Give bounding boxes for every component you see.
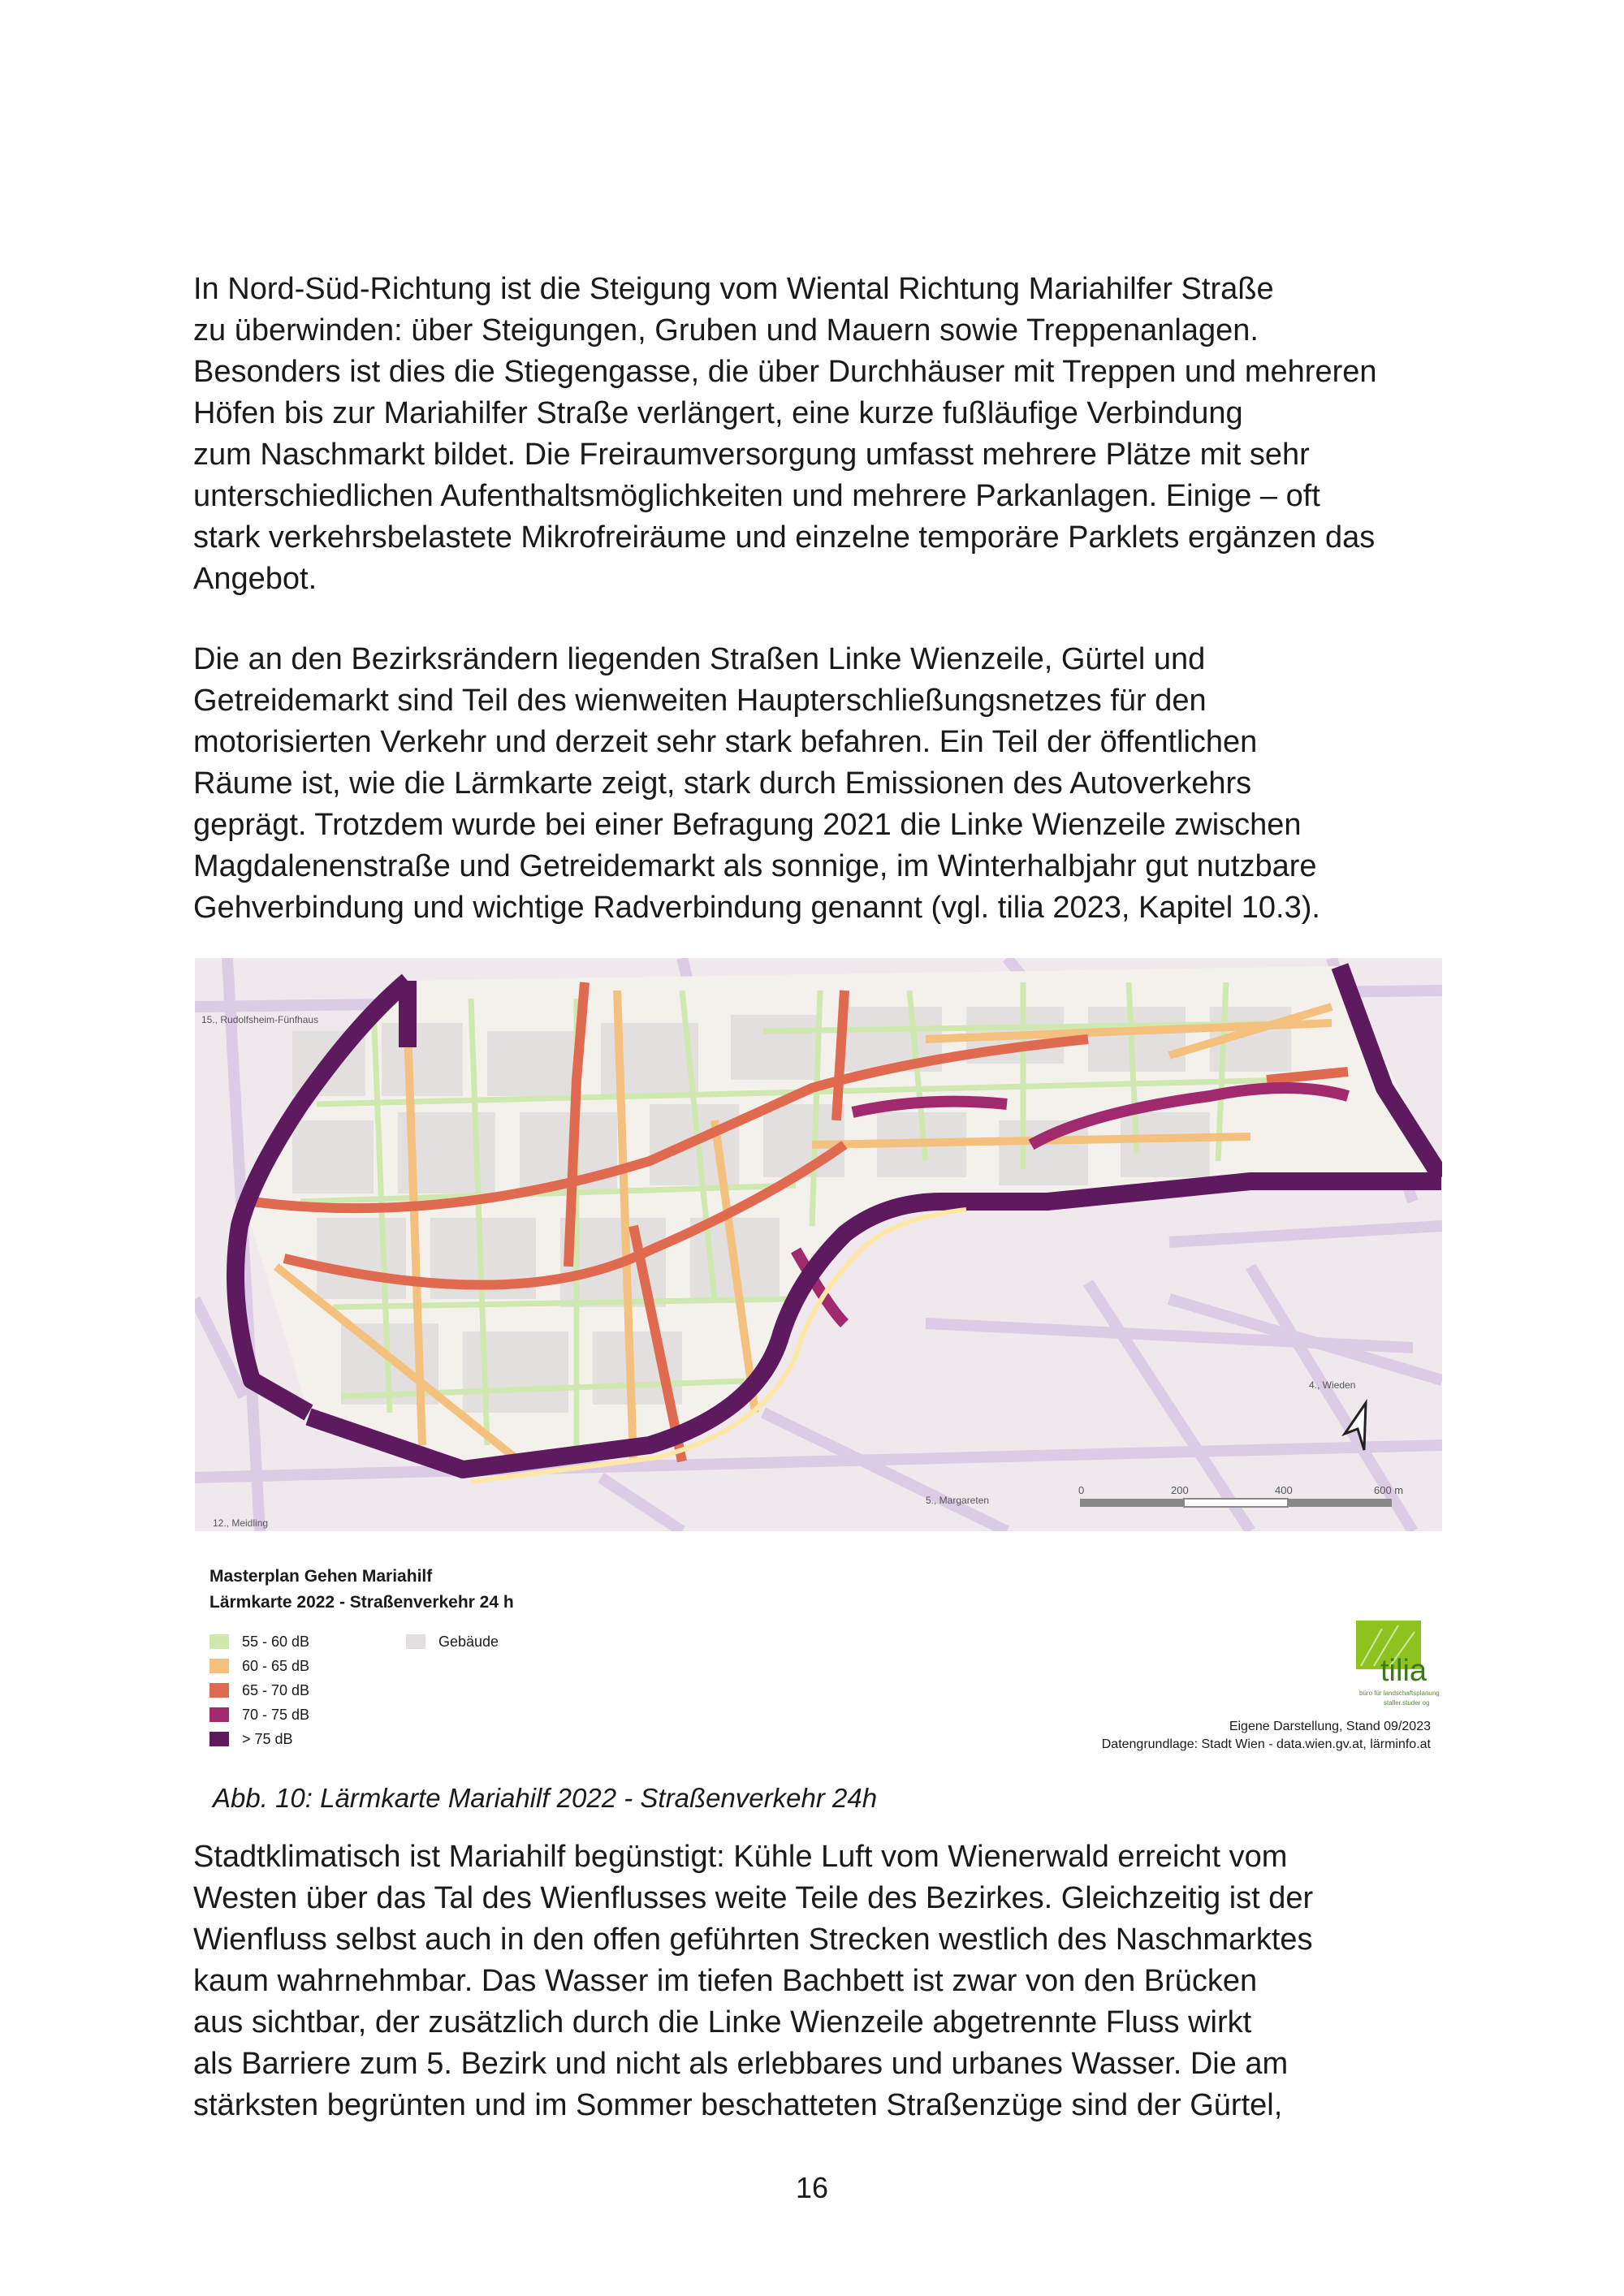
scale-tick-0: 0 — [1078, 1484, 1085, 1496]
legend-item-building — [406, 1632, 499, 1651]
legend-item — [209, 1632, 309, 1651]
legend-swatch — [209, 1683, 229, 1698]
legend-label: > 75 dB — [242, 1730, 293, 1747]
label-rudolfsheim: 15., Rudolfsheim-Fünfhaus — [201, 1014, 319, 1025]
text-line: stärksten begrünten und im Sommer beschatteten Straßenzüge sind der Gürtel, — [193, 2088, 1283, 2122]
text-line: Gehverbindung und wichtige Radverbindung genannt (vgl. tilia 2023, Kapitel 10.3). — [193, 891, 1320, 925]
text-line: Stadtklimatisch ist Mariahilf begünstigt: Kühle Luft vom Wienerwald erreicht vom — [193, 1840, 1288, 1874]
legend-title: Masterplan Gehen Mariahilf — [209, 1567, 433, 1586]
legend-subtitle: Lärmkarte 2022 - Straßenverkehr 24 h — [209, 1593, 514, 1612]
text-line: stark verkehrsbelastete Mikrofreiräume und einzelne temporäre Parklets ergänzen das — [193, 520, 1376, 555]
text-line: geprägt. Trotzdem wurde bei einer Befragung 2021 die Linke Wienzeile zwischen — [193, 808, 1302, 842]
legend-label: 55 - 60 dB — [242, 1633, 310, 1650]
text-line: Wienfluss selbst auch in den offen geführten Strecken westlich des Naschmarktes — [193, 1923, 1313, 1957]
legend-swatch — [209, 1634, 229, 1649]
text-line: In Nord-Süd-Richtung ist die Steigung vom Wiental Richtung Mariahilfer Straße — [193, 272, 1274, 306]
legend-item — [209, 1729, 293, 1749]
legend-swatch — [209, 1707, 229, 1722]
paragraph-3 — [193, 1836, 1460, 2126]
text-line: Räume ist, wie die Lärmkarte zeigt, stark durch Emissionen des Autoverkehrs — [193, 766, 1252, 801]
scale-tick-200: 200 — [1171, 1484, 1189, 1496]
text-line: Westen über das Tal des Wienflusses weite Teile des Bezirkes. Gleichzeitig ist der — [193, 1881, 1314, 1915]
paragraph-2 — [193, 639, 1460, 929]
legend-swatch — [406, 1634, 425, 1649]
text-line: kaum wahrnehmbar. Das Wasser im tiefen Bachbett ist zwar von den Brücken — [193, 1964, 1258, 1998]
credit-line-1: Eigene Darstellung, Stand 09/2023 — [1229, 1720, 1431, 1733]
text-line: als Barriere zum 5. Bezirk und nicht als erlebbares und urbanes Wasser. Die am — [193, 2047, 1289, 2081]
text-line: Die an den Bezirksrändern liegenden Straßen Linke Wienzeile, Gürtel und — [193, 642, 1206, 676]
text-line: Magdalenenstraße und Getreidemarkt als sonnige, im Winterhalbjahr gut nutzbare — [193, 849, 1317, 883]
legend-item — [209, 1656, 309, 1676]
figure-caption: Abb. 10: Lärmkarte Mariahilf 2022 - Straßenverkehr 24h — [213, 1783, 878, 1813]
text-line: aus sichtbar, der zusätzlich durch die Linke Wienzeile abgetrennte Fluss wirkt — [193, 2005, 1252, 2039]
logo-text: tilia — [1380, 1654, 1427, 1688]
legend-label: Gebäude — [438, 1633, 499, 1650]
logo-sub2: staller.studer og — [1384, 1699, 1430, 1707]
tilia-logo — [1333, 1621, 1488, 1710]
scale-tick-400: 400 — [1275, 1484, 1293, 1496]
text-line: unterschiedlichen Aufenthaltsmöglichkeiten und mehrere Parkanlagen. Einige – oft — [193, 479, 1320, 513]
legend-label: 65 - 70 dB — [242, 1681, 310, 1698]
page-number: 16 — [795, 2171, 829, 2204]
credit-line-2: Datengrundlage: Stadt Wien - data.wien.gv.at, lärminfo.at — [1101, 1737, 1431, 1751]
label-meidling: 12., Meidling — [213, 1517, 269, 1529]
text-line: Getreidemarkt sind Teil des wienweiten Haupterschließungsnetzes für den — [193, 684, 1207, 718]
text-line: zum Naschmarkt bildet. Die Freiraumversorgung umfasst mehrere Plätze mit sehr — [193, 438, 1310, 472]
legend-item — [209, 1705, 309, 1724]
scale-tick-600: 600 m — [1374, 1484, 1404, 1496]
text-line: Besonders ist dies die Stiegengasse, die über Durchhäuser mit Treppen und mehreren — [193, 355, 1377, 389]
legend-swatch — [209, 1659, 229, 1673]
label-wieden: 4., Wieden — [1309, 1379, 1356, 1391]
map-legend — [195, 1567, 1442, 1762]
logo-subtitle: büro für landschaftsplanung — [1359, 1690, 1440, 1697]
label-margareten: 5., Margareten — [926, 1495, 990, 1506]
legend-label: 60 - 65 dB — [242, 1657, 310, 1674]
text-line: motorisierten Verkehr und derzeit sehr stark befahren. Ein Teil der öffentlichen — [193, 725, 1258, 759]
text-line: Höfen bis zur Mariahilfer Straße verlängert, eine kurze fußläufige Verbindung — [193, 396, 1243, 430]
legend-item — [209, 1681, 309, 1700]
text-line: Angebot. — [193, 562, 317, 596]
paragraph-1 — [193, 269, 1460, 600]
text-line: zu überwinden: über Steigungen, Gruben und Mauern sowie Treppenanlagen. — [193, 313, 1259, 347]
noise-map — [195, 958, 1442, 1531]
legend-label: 70 - 75 dB — [242, 1706, 310, 1723]
legend-swatch — [209, 1732, 229, 1746]
